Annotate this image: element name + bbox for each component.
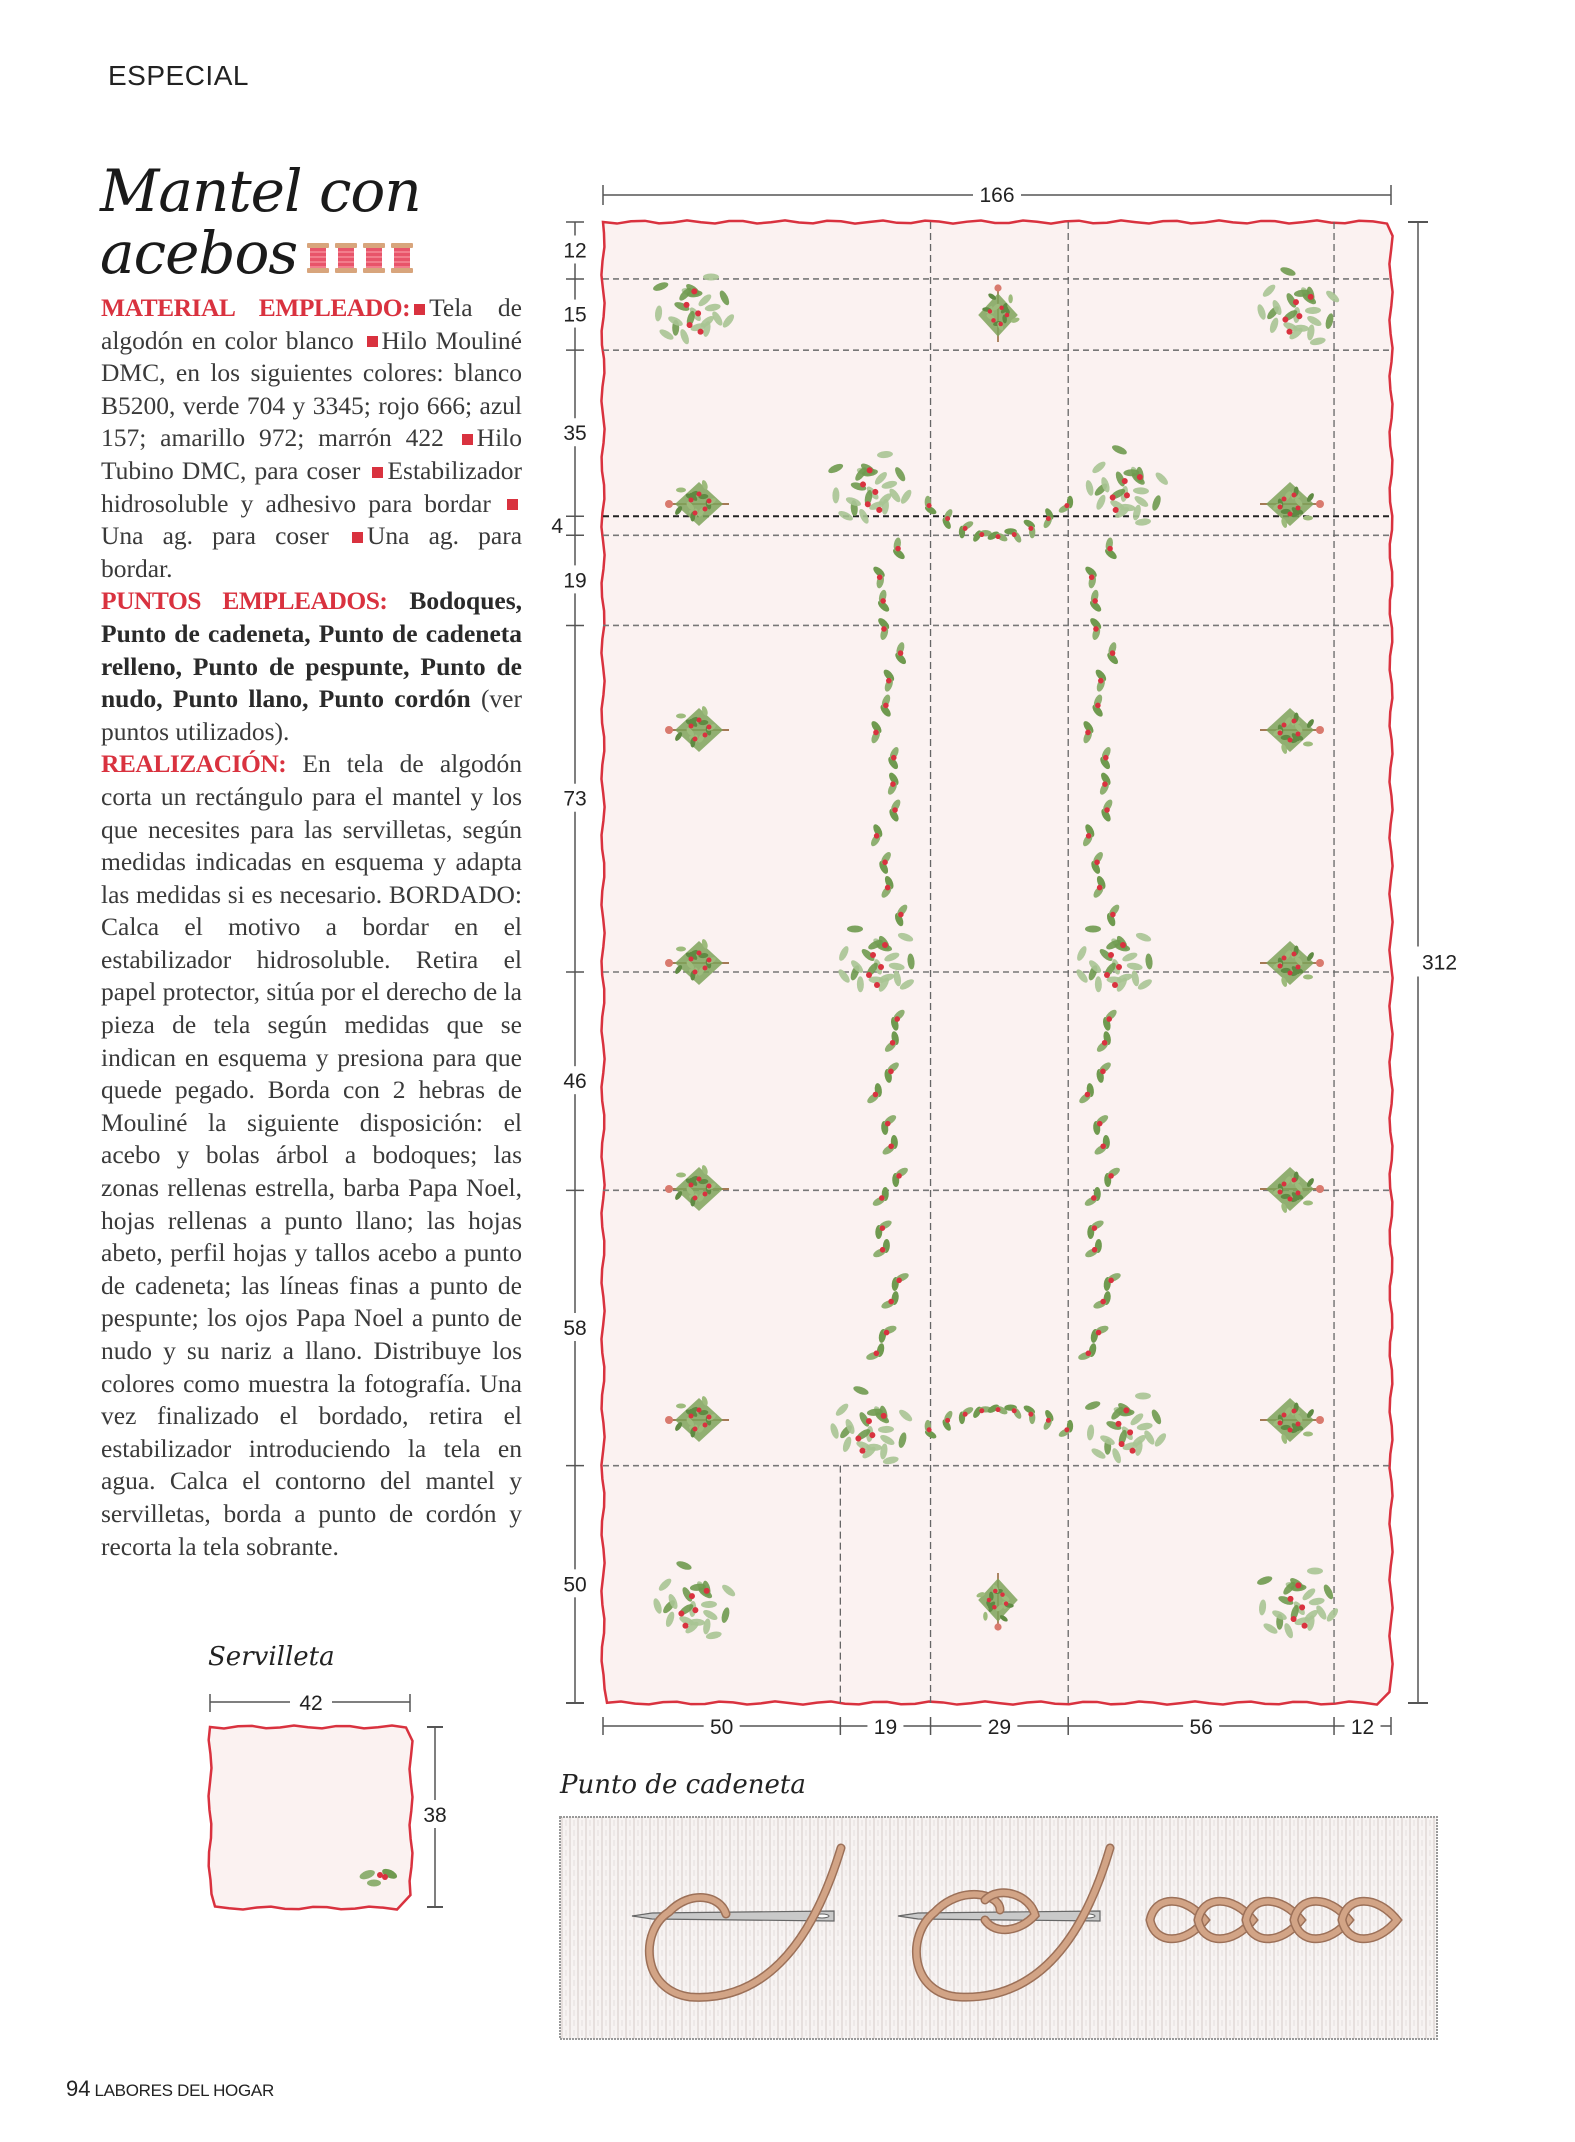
napkin-outline xyxy=(209,1726,413,1910)
napkin-height-label: 38 xyxy=(423,1804,447,1827)
instructions-heading: REALIZACIÓN: xyxy=(101,749,287,779)
napkin-width-label: 42 xyxy=(299,1692,323,1715)
dimension-label: 312 xyxy=(1422,951,1458,975)
stitches-list: Bodoques, Punto de cadeneta, Punto de cadeneta relleno, Punto de pespunte, Punto de nudo, Punto llano, Punto cordón xyxy=(101,586,522,714)
material-item: Una ag. para bordar. xyxy=(101,521,523,583)
dimension-label: 166 xyxy=(979,184,1015,207)
title-line-2: acebos xyxy=(100,219,298,287)
dimension-label: 4 xyxy=(551,514,563,538)
dimension-label: 19 xyxy=(563,569,587,593)
material-item: Una ag. para coser xyxy=(101,521,329,551)
stitches-note: (ver puntos utilizados). xyxy=(101,684,522,746)
page-footer xyxy=(66,2076,274,2102)
material-item: Hilo Tubino DMC, para coser xyxy=(101,423,522,485)
dimension-label: 29 xyxy=(987,1716,1012,1739)
dimension-label: 19 xyxy=(873,1716,898,1739)
dimension-label: 73 xyxy=(563,787,587,811)
dimension-label: 58 xyxy=(563,1317,587,1341)
page-number: 94 xyxy=(66,2076,91,2101)
dimension-label: 50 xyxy=(563,1573,587,1597)
dimension-label: 56 xyxy=(1189,1716,1213,1739)
material-item: Tela de algodón en color blanco xyxy=(101,293,522,355)
stitch-caption: Punto de cadeneta xyxy=(560,1770,806,1800)
instructions-text: En tela de algodón corta un rectángulo para el mantel y los que necesites para las servilletas, según medidas indicadas en esquema y adapta las medidas si es necesario. BORDADO: Calca el motivo a bordar en el estabilizador hidrosoluble. Retira el papel protector, sitúa por el derecho de la pieza de tela según medidas que se indican en esquema y presiona para que quede pegado. Borda con 2 hebras de Mouliné la siguiente disposición: el acebo y bolas árbol a bodoques; las zonas rellenas estrella, barba Papa Noel, hojas rellenas a punto llano; las hojas abeto, perfil hojas y tallos acebo a punto de cadeneta; las líneas finas a punto de pespunte; los ojos Papa Noel a punto de nudo y su nariz a llano. Distribuye los colores como muestra la fotografía. Una vez finalizado el bordado, retira el estabilizador introduciendo la tela en agua. Calca el contorno del mantel y servilletas, borda a punto de cordón y recorta la tela sobrante. xyxy=(101,749,522,1561)
materials-heading: MATERIAL EMPLEADO: xyxy=(101,293,411,322)
material-item: Estabilizador hidrosoluble y adhesivo para bordar xyxy=(101,455,523,518)
dimension-label: 35 xyxy=(563,422,587,446)
dimension-label: 12 xyxy=(563,239,587,263)
section-label: ESPECIAL xyxy=(108,60,249,91)
magazine-name: LABORES DEL HOGAR xyxy=(94,2081,274,2100)
material-item: Hilo Mouliné DMC, en los siguientes colores: blanco B5200, verde 704 y 3345; rojo 666; azul 157; amarillo 972; marrón 422 xyxy=(101,325,522,453)
dimension-label: 15 xyxy=(563,303,587,327)
dimension-label: 50 xyxy=(709,1716,734,1739)
stitches-heading: PUNTOS EMPLEADOS: xyxy=(101,586,388,616)
dimension-label: 46 xyxy=(563,1070,587,1094)
napkin-caption: Servilleta xyxy=(208,1642,335,1672)
dimension-label: 12 xyxy=(1350,1716,1375,1739)
title-line-1: Mantel con xyxy=(100,157,421,225)
